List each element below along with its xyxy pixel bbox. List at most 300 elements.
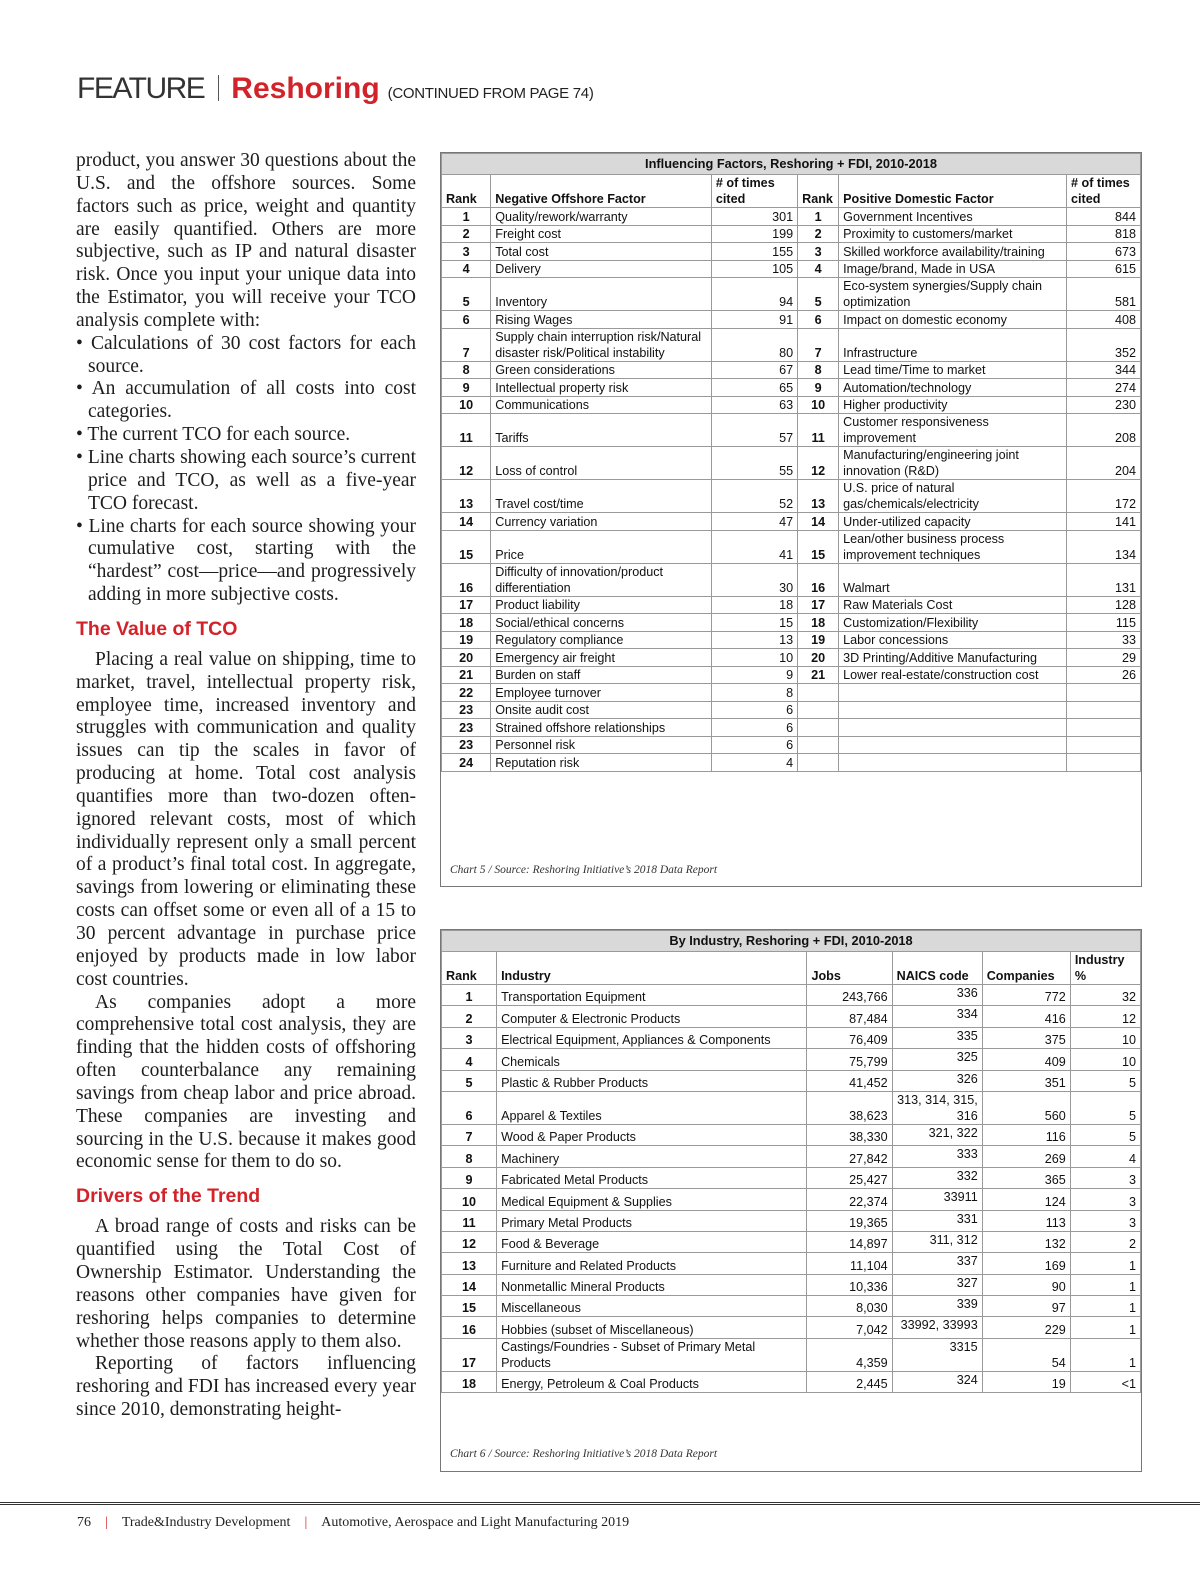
- table-cell: 5: [1070, 1124, 1140, 1145]
- table-cell: 199: [711, 225, 797, 243]
- table-cell: 132: [982, 1231, 1070, 1252]
- table-cell: 14: [442, 1274, 497, 1295]
- table-cell: Walmart: [839, 563, 1067, 596]
- table-cell: 116: [982, 1124, 1070, 1145]
- table-row: [442, 1070, 1141, 1091]
- footer-separator: |: [105, 1515, 108, 1530]
- table-cell: 10: [711, 649, 797, 667]
- table-cell: 6: [798, 311, 839, 329]
- table-cell: 9: [442, 1167, 497, 1188]
- table-cell: 155: [711, 243, 797, 261]
- table-cell: 409: [982, 1049, 1070, 1070]
- table-cell: [839, 736, 1067, 754]
- table-row: [442, 1274, 1141, 1295]
- table-cell: Image/brand, Made in USA: [839, 260, 1067, 278]
- table-cell: 5: [798, 278, 839, 311]
- table-cell: 115: [1067, 614, 1141, 632]
- table-cell: Tariffs: [491, 414, 712, 447]
- table-row: [442, 736, 1141, 754]
- table-cell: 208: [1067, 414, 1141, 447]
- table-row: [442, 480, 1141, 513]
- table-cell: 365: [982, 1167, 1070, 1188]
- table-cell: <1: [1070, 1371, 1140, 1392]
- table-cell: 2: [798, 225, 839, 243]
- col-header: # of times cited: [1067, 175, 1141, 208]
- table-cell: [798, 701, 839, 719]
- table-cell: 13: [442, 1253, 497, 1274]
- table-cell: Personnel risk: [491, 736, 712, 754]
- table-row: [442, 1371, 1141, 1392]
- table-cell: 8: [442, 361, 491, 379]
- table-cell: 26: [1067, 666, 1141, 684]
- table-cell: Furniture and Related Products: [497, 1253, 807, 1274]
- table-cell: 134: [1067, 530, 1141, 563]
- table-cell: 408: [1067, 311, 1141, 329]
- table-cell: 17: [442, 1338, 497, 1371]
- bullet-item: • Calculations of 30 cost factors for each source.: [76, 332, 416, 377]
- table-cell: 172: [1067, 480, 1141, 513]
- table-cell: 2: [442, 1006, 497, 1027]
- table-cell: Raw Materials Cost: [839, 596, 1067, 614]
- table-cell: 19: [798, 631, 839, 649]
- table-cell: 3: [1070, 1167, 1140, 1188]
- table-cell: 229: [982, 1317, 1070, 1338]
- table-cell: Product liability: [491, 596, 712, 614]
- table-cell: Under-utilized capacity: [839, 513, 1067, 531]
- table-cell: 311, 312: [892, 1231, 982, 1252]
- table-row: [442, 1006, 1141, 1027]
- table-cell: [839, 701, 1067, 719]
- table-row: [442, 278, 1141, 311]
- col-header: Rank: [442, 952, 497, 985]
- table-cell: Skilled workforce availability/training: [839, 243, 1067, 261]
- table-cell: 11: [798, 414, 839, 447]
- table-row: [442, 311, 1141, 329]
- table-cell: 105: [711, 260, 797, 278]
- table-cell: 7: [798, 328, 839, 361]
- table-cell: 339: [892, 1296, 982, 1317]
- table-cell: Customer responsiveness improvement: [839, 414, 1067, 447]
- table-row: [442, 361, 1141, 379]
- table-cell: 344: [1067, 361, 1141, 379]
- article-column: [76, 150, 416, 1422]
- table-cell: 18: [442, 614, 491, 632]
- table-cell: 10: [798, 396, 839, 414]
- table-cell: 33992, 33993: [892, 1317, 982, 1338]
- table-cell: 7,042: [807, 1317, 892, 1338]
- chart5-body: [442, 208, 1141, 772]
- table-cell: 1: [442, 208, 491, 226]
- table-cell: Communications: [491, 396, 712, 414]
- table-cell: 3D Printing/Additive Manufacturing: [839, 649, 1067, 667]
- table-cell: 25,427: [807, 1167, 892, 1188]
- table-row: [442, 666, 1141, 684]
- issue-name: Automotive, Aerospace and Light Manufacturing 2019: [321, 1515, 630, 1530]
- table-cell: 4: [442, 260, 491, 278]
- table-cell: 16: [442, 1317, 497, 1338]
- table-cell: Nonmetallic Mineral Products: [497, 1274, 807, 1295]
- section-label: FEATURE: [77, 72, 205, 105]
- col-header: Rank: [442, 175, 491, 208]
- header-divider: [218, 75, 219, 101]
- table-cell: 324: [892, 1371, 982, 1392]
- paragraph: As companies adopt a more comprehensive total cost analysis, they are finding that the hidden costs of offshoring often counterbalance any remaining savings from cheap labor and price abroad. These companies are investing and sourcing in the U.S. because it makes good economic sense for them to do so.: [76, 991, 416, 1173]
- table-cell: Strained offshore relationships: [491, 719, 712, 737]
- bullet-item: • Line charts showing each source’s current price and TCO, as well as a five-year TCO forecast.: [76, 446, 416, 514]
- table-cell: Automation/technology: [839, 379, 1067, 397]
- col-header: Jobs: [807, 952, 892, 985]
- table-cell: 15: [442, 530, 491, 563]
- table-cell: Intellectual property risk: [491, 379, 712, 397]
- table-row: [442, 754, 1141, 772]
- col-header: Positive Domestic Factor: [839, 175, 1067, 208]
- table-cell: 17: [442, 596, 491, 614]
- table-cell: 204: [1067, 447, 1141, 480]
- table-cell: 12: [442, 447, 491, 480]
- table-cell: Manufacturing/engineering joint innovation (R&D): [839, 447, 1067, 480]
- table-cell: [1067, 701, 1141, 719]
- table-row: [442, 260, 1141, 278]
- table-cell: 14,897: [807, 1231, 892, 1252]
- table-cell: 23: [442, 719, 491, 737]
- table-cell: Food & Beverage: [497, 1231, 807, 1252]
- by-industry-table: [441, 930, 1141, 1393]
- col-header: Rank: [798, 175, 839, 208]
- table-cell: 87,484: [807, 1006, 892, 1027]
- table-row: [442, 1167, 1141, 1188]
- table-cell: Higher productivity: [839, 396, 1067, 414]
- table-row: [442, 1253, 1141, 1274]
- table-row: [442, 684, 1141, 702]
- table-cell: 21: [442, 666, 491, 684]
- chart6-title: By Industry, Reshoring + FDI, 2010-2018: [442, 931, 1141, 952]
- table-cell: Onsite audit cost: [491, 701, 712, 719]
- table-cell: 80: [711, 328, 797, 361]
- col-header: Negative Offshore Factor: [491, 175, 712, 208]
- table-cell: Castings/Foundries - Subset of Primary Metal Products: [497, 1338, 807, 1371]
- table-cell: 560: [982, 1091, 1070, 1124]
- table-cell: 65: [711, 379, 797, 397]
- table-cell: 375: [982, 1027, 1070, 1048]
- table-cell: Lean/other business process improvement techniques: [839, 530, 1067, 563]
- col-header: NAICS code: [892, 952, 982, 985]
- table-cell: 32: [1070, 985, 1140, 1006]
- table-cell: 335: [892, 1027, 982, 1048]
- table-row: [442, 1189, 1141, 1210]
- table-row: [442, 985, 1141, 1006]
- table-cell: 336: [892, 985, 982, 1006]
- table-cell: Customization/Flexibility: [839, 614, 1067, 632]
- table-cell: 6: [711, 719, 797, 737]
- table-row: [442, 614, 1141, 632]
- table-cell: 4: [1070, 1146, 1140, 1167]
- table-cell: [839, 684, 1067, 702]
- table-cell: 230: [1067, 396, 1141, 414]
- table-cell: 3: [442, 1027, 497, 1048]
- table-cell: 16: [442, 563, 491, 596]
- table-cell: 13: [711, 631, 797, 649]
- table-cell: 10: [442, 396, 491, 414]
- table-cell: 10: [1070, 1027, 1140, 1048]
- table-cell: 274: [1067, 379, 1141, 397]
- table-cell: 326: [892, 1070, 982, 1091]
- table-cell: Freight cost: [491, 225, 712, 243]
- table-cell: 75,799: [807, 1049, 892, 1070]
- table-cell: 169: [982, 1253, 1070, 1274]
- table-cell: 33911: [892, 1189, 982, 1210]
- table-cell: [798, 754, 839, 772]
- table-row: [442, 513, 1141, 531]
- table-cell: Burden on staff: [491, 666, 712, 684]
- table-row: [442, 1317, 1141, 1338]
- table-cell: Inventory: [491, 278, 712, 311]
- table-cell: 13: [798, 480, 839, 513]
- table-cell: Fabricated Metal Products: [497, 1167, 807, 1188]
- table-cell: 63: [711, 396, 797, 414]
- col-header: Companies: [982, 952, 1070, 985]
- table-cell: Impact on domestic economy: [839, 311, 1067, 329]
- table-cell: 41,452: [807, 1070, 892, 1091]
- table-cell: 301: [711, 208, 797, 226]
- table-cell: 30: [711, 563, 797, 596]
- table-cell: Travel cost/time: [491, 480, 712, 513]
- subheading-drivers: Drivers of the Trend: [76, 1185, 261, 1208]
- table-cell: Proximity to customers/market: [839, 225, 1067, 243]
- table-cell: 12: [442, 1231, 497, 1252]
- table-cell: 327: [892, 1274, 982, 1295]
- table-cell: 15: [711, 614, 797, 632]
- table-cell: 1: [798, 208, 839, 226]
- paragraph: product, you answer 30 questions about the U.S. and the offshore sources. Some factors such as price, weight and quantity are easily quantified. Others are more subjective, such as IP and natural disaster risk. Once you input your unique data into the Estimator, you will receive your TCO analysis complete with:: [76, 150, 416, 331]
- table-cell: 11,104: [807, 1253, 892, 1274]
- table-cell: 90: [982, 1274, 1070, 1295]
- table-cell: 20: [442, 649, 491, 667]
- table-cell: [1067, 719, 1141, 737]
- table-cell: Energy, Petroleum & Coal Products: [497, 1371, 807, 1392]
- table-cell: 94: [711, 278, 797, 311]
- table-cell: Government Incentives: [839, 208, 1067, 226]
- table-cell: U.S. price of natural gas/chemicals/electricity: [839, 480, 1067, 513]
- col-header: Industry %: [1070, 952, 1140, 985]
- table-cell: 5: [1070, 1091, 1140, 1124]
- table-cell: 8: [711, 684, 797, 702]
- table-cell: 6: [711, 701, 797, 719]
- table-row: [442, 530, 1141, 563]
- table-cell: [798, 719, 839, 737]
- table-row: [442, 596, 1141, 614]
- bullet-list: [76, 333, 416, 607]
- table-cell: [798, 684, 839, 702]
- table-cell: 10: [1070, 1049, 1140, 1070]
- table-cell: 6: [711, 736, 797, 754]
- table-cell: 243,766: [807, 985, 892, 1006]
- table-cell: Labor concessions: [839, 631, 1067, 649]
- chart6-table-box: [440, 929, 1142, 1472]
- bullet-item: • Line charts for each source showing your cumulative cost, starting with the “hardest” cost—price—and progressively adding in more subjective costs.: [76, 515, 416, 606]
- table-cell: 1: [1070, 1253, 1140, 1274]
- table-cell: 3: [1070, 1189, 1140, 1210]
- table-cell: 76,409: [807, 1027, 892, 1048]
- table-cell: 38,623: [807, 1091, 892, 1124]
- table-cell: Currency variation: [491, 513, 712, 531]
- table-cell: 331: [892, 1210, 982, 1231]
- table-cell: 1: [442, 985, 497, 1006]
- table-row: [442, 1210, 1141, 1231]
- chart5-caption: Chart 5 / Source: Reshoring Initiative’s 2018 Data Report: [450, 864, 718, 876]
- table-cell: 337: [892, 1253, 982, 1274]
- table-cell: 313, 314, 315, 316: [892, 1091, 982, 1124]
- table-cell: 3: [442, 243, 491, 261]
- table-cell: Total cost: [491, 243, 712, 261]
- table-row: [442, 1027, 1141, 1048]
- table-cell: 4,359: [807, 1338, 892, 1371]
- table-cell: Delivery: [491, 260, 712, 278]
- table-cell: 3: [798, 243, 839, 261]
- table-cell: 4: [442, 1049, 497, 1070]
- table-cell: 352: [1067, 328, 1141, 361]
- table-cell: 131: [1067, 563, 1141, 596]
- table-row: [442, 396, 1141, 414]
- table-row: [442, 1296, 1141, 1317]
- table-cell: 23: [442, 701, 491, 719]
- table-cell: 17: [798, 596, 839, 614]
- table-row: [442, 379, 1141, 397]
- table-row: [442, 1124, 1141, 1145]
- table-cell: 18: [711, 596, 797, 614]
- table-cell: 615: [1067, 260, 1141, 278]
- table-cell: 21: [798, 666, 839, 684]
- table-cell: 3: [1070, 1210, 1140, 1231]
- table-cell: [798, 736, 839, 754]
- table-row: [442, 719, 1141, 737]
- table-cell: [839, 719, 1067, 737]
- table-cell: 41: [711, 530, 797, 563]
- table-cell: 9: [711, 666, 797, 684]
- table-cell: [1067, 736, 1141, 754]
- table-row: [442, 1231, 1141, 1252]
- page-header: [77, 72, 777, 112]
- table-cell: Computer & Electronic Products: [497, 1006, 807, 1027]
- table-row: [442, 701, 1141, 719]
- table-cell: 18: [798, 614, 839, 632]
- table-cell: Social/ethical concerns: [491, 614, 712, 632]
- chart5-table-box: [440, 152, 1142, 887]
- table-cell: 334: [892, 1006, 982, 1027]
- table-cell: 19,365: [807, 1210, 892, 1231]
- table-cell: 2,445: [807, 1371, 892, 1392]
- table-cell: Lower real-estate/construction cost: [839, 666, 1067, 684]
- table-cell: Wood & Paper Products: [497, 1124, 807, 1145]
- table-cell: Electrical Equipment, Appliances & Components: [497, 1027, 807, 1048]
- table-cell: 4: [798, 260, 839, 278]
- topic-title: Reshoring: [231, 72, 380, 105]
- table-cell: 351: [982, 1070, 1070, 1091]
- table-cell: 12: [798, 447, 839, 480]
- table-row: [442, 447, 1141, 480]
- chart6-body: [442, 985, 1141, 1393]
- table-row: [442, 1049, 1141, 1070]
- table-cell: 581: [1067, 278, 1141, 311]
- table-cell: 14: [442, 513, 491, 531]
- table-cell: Difficulty of innovation/product differentiation: [491, 563, 712, 596]
- table-cell: 12: [1070, 1006, 1140, 1027]
- table-cell: [1067, 684, 1141, 702]
- table-cell: 5: [442, 278, 491, 311]
- table-cell: Hobbies (subset of Miscellaneous): [497, 1317, 807, 1338]
- page-number: 76: [77, 1515, 91, 1530]
- table-cell: 10,336: [807, 1274, 892, 1295]
- table-cell: Reputation risk: [491, 754, 712, 772]
- table-cell: 11: [442, 414, 491, 447]
- influencing-factors-table: [441, 153, 1141, 772]
- table-cell: Eco-system synergies/Supply chain optimization: [839, 278, 1067, 311]
- table-cell: 6: [442, 311, 491, 329]
- table-row: [442, 563, 1141, 596]
- table-cell: 844: [1067, 208, 1141, 226]
- table-cell: 91: [711, 311, 797, 329]
- table-cell: Machinery: [497, 1146, 807, 1167]
- page-footer: [77, 1515, 629, 1531]
- table-cell: 11: [442, 1210, 497, 1231]
- table-cell: 9: [798, 379, 839, 397]
- table-cell: 9: [442, 379, 491, 397]
- col-header: Industry: [497, 952, 807, 985]
- table-cell: 332: [892, 1167, 982, 1188]
- table-cell: 22: [442, 684, 491, 702]
- table-cell: 38,330: [807, 1124, 892, 1145]
- table-cell: 333: [892, 1146, 982, 1167]
- continued-note: (CONTINUED FROM PAGE 74): [387, 85, 594, 102]
- subheading-value-of-tco: The Value of TCO: [76, 617, 238, 640]
- table-cell: 19: [442, 631, 491, 649]
- table-cell: Plastic & Rubber Products: [497, 1070, 807, 1091]
- col-header: # of times cited: [711, 175, 797, 208]
- table-cell: 20: [798, 649, 839, 667]
- table-cell: 52: [711, 480, 797, 513]
- table-cell: 27,842: [807, 1146, 892, 1167]
- table-cell: [1067, 754, 1141, 772]
- table-cell: 18: [442, 1371, 497, 1392]
- table-cell: 113: [982, 1210, 1070, 1231]
- table-cell: Loss of control: [491, 447, 712, 480]
- table-cell: Miscellaneous: [497, 1296, 807, 1317]
- table-cell: Transportation Equipment: [497, 985, 807, 1006]
- table-row: [442, 631, 1141, 649]
- table-cell: 24: [442, 754, 491, 772]
- table-cell: 1: [1070, 1338, 1140, 1371]
- table-row: [442, 1338, 1141, 1371]
- chart5-title: Influencing Factors, Reshoring + FDI, 2010-2018: [442, 154, 1141, 175]
- table-cell: 1: [1070, 1296, 1140, 1317]
- table-cell: Infrastructure: [839, 328, 1067, 361]
- table-row: [442, 414, 1141, 447]
- table-cell: 818: [1067, 225, 1141, 243]
- table-cell: 54: [982, 1338, 1070, 1371]
- table-cell: 416: [982, 1006, 1070, 1027]
- table-cell: 29: [1067, 649, 1141, 667]
- table-cell: 2: [1070, 1231, 1140, 1252]
- table-cell: 10: [442, 1189, 497, 1210]
- table-cell: Lead time/Time to market: [839, 361, 1067, 379]
- paragraph: Placing a real value on shipping, time to market, travel, intellectual property risk, employee time, increased inventory and struggles with communication and quality issues can tip the scales in favor of producing at home. Total cost analysis quantifies more than two-dozen often-ignored relevant costs, most of which individually represent only a small percent of a product’s final total cost. In aggregate, savings from lowering or eliminating these costs can offset some or even all of a 15 to 30 percent advantage in purchase price enjoyed by products made in low labor cost countries.: [76, 648, 416, 990]
- table-cell: 8: [442, 1146, 497, 1167]
- table-cell: 7: [442, 1124, 497, 1145]
- table-cell: 22,374: [807, 1189, 892, 1210]
- table-row: [442, 1091, 1141, 1124]
- table-cell: 2: [442, 225, 491, 243]
- table-cell: 3315: [892, 1338, 982, 1371]
- table-cell: 124: [982, 1189, 1070, 1210]
